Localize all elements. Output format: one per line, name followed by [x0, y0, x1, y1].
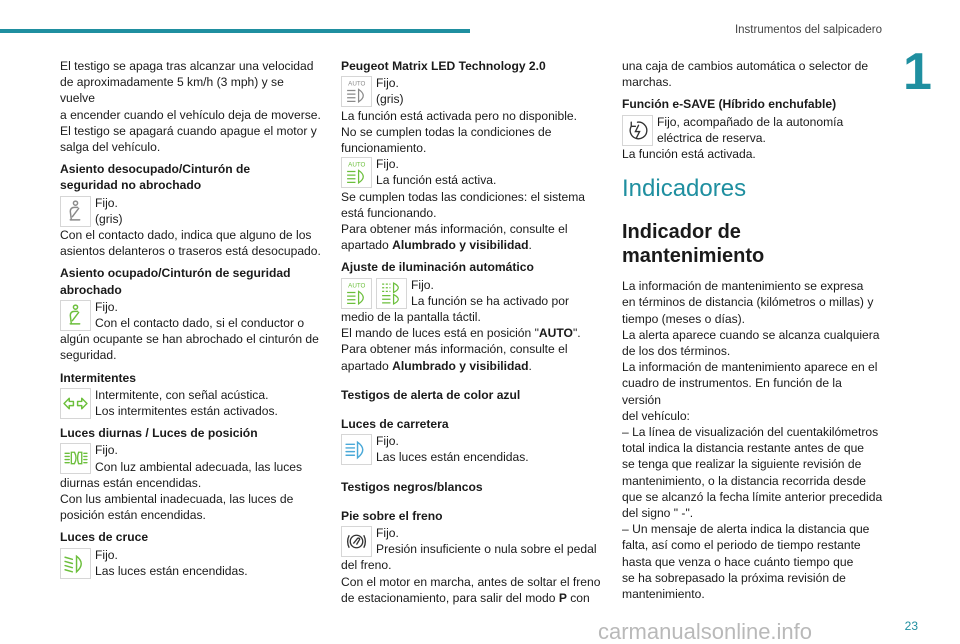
entry-line: Las luces están encendidas. [376, 450, 529, 465]
entry-line: Con el contacto dado, si el conductor o [95, 316, 305, 331]
heading-esave: Función e-SAVE (Híbrido enchufable) [622, 97, 837, 112]
entry-dipped [60, 547, 322, 579]
entry-line: Presión insuficiente o nula sobre el pedal [376, 542, 597, 557]
entry-line [341, 237, 603, 253]
auto-high-beam-grey-icon [341, 76, 372, 107]
cross-reference: Alumbrado y visibilidad [392, 238, 529, 253]
heading-indicators: Intermitentes [60, 370, 136, 385]
intro-line: de aproximadamente 5 km/h (3 mph) y se vuelve [60, 75, 284, 106]
main-beam-blue-icon [341, 434, 372, 465]
column-1 [60, 58, 322, 579]
entry-indicators [60, 387, 322, 419]
body-line: – Un mensaje de alerta indica la distancia que [622, 522, 870, 537]
text-run: con [566, 590, 590, 605]
entry-line: Con luz ambiental adecuada, las luces [95, 459, 303, 474]
entry-seat-empty [60, 195, 322, 227]
auto-lights-icon [341, 278, 372, 309]
entry-matrix-green [341, 156, 603, 188]
entry-line: Para obtener más información, consulte el [341, 342, 568, 357]
entry-line: Con el contacto dado, indica que alguno de los [60, 228, 312, 243]
column-2 [341, 58, 603, 606]
text-run: apartado [341, 238, 393, 253]
entry-line [341, 590, 603, 606]
entry-line: Fijo. [95, 195, 118, 210]
body-line: La información de mantenimiento aparece en el [622, 360, 878, 375]
intro-line: El testigo se apaga tras alcanzar una velocidad [60, 59, 314, 73]
entry-line: marchas. [622, 75, 672, 90]
body-line: cuadro de instrumentos. En función de la versión [622, 376, 842, 407]
entry-line: asientos delanteros o traseros está desocupado. [60, 244, 321, 259]
heading-brake: Pie sobre el freno [341, 508, 443, 523]
display-heading: Indicadores [622, 175, 747, 203]
heading-seat-occupied [60, 265, 322, 297]
body-line: falta, así como el periodo de tiempo restante [622, 538, 861, 553]
heading-auto-lights: Ajuste de iluminación automático [341, 260, 534, 275]
text-run: apartado [341, 358, 393, 373]
text-run: ". [572, 326, 581, 341]
heading-line: Asiento desocupado/Cinturón de [60, 162, 251, 177]
entry-line: algún ocupante se han abrochado el cinturón de [60, 332, 319, 347]
heading-black-warnings: Testigos negros/blancos [341, 479, 483, 494]
heading-line: seguridad no abrochado [60, 178, 202, 193]
intro-line: El testigo se apagará cuando apague el motor y [60, 123, 317, 138]
entry-auto-lights [341, 277, 603, 309]
entry-line: Fijo. [376, 76, 399, 91]
entry-line: Fijo. [95, 547, 118, 562]
heading-main-beam: Luces de carretera [341, 417, 449, 432]
entry-line: Se cumplen todas las condiciones: el sistema [341, 189, 586, 204]
chapter-number: 1 [903, 43, 932, 101]
text-run: . [528, 238, 532, 253]
dipped-beam-icon [60, 548, 91, 579]
watermark: carmanualsonline.info [598, 618, 813, 644]
entry-seat-occupied [60, 299, 322, 331]
heading-dipped: Luces de cruce [60, 530, 149, 545]
heading-matrix: Peugeot Matrix LED Technology 2.0 [341, 59, 546, 73]
entry-line: La función está activada pero no disponible. [341, 108, 577, 123]
entry-line: La función está activada. [622, 147, 756, 162]
entry-line: eléctrica de reserva. [657, 130, 766, 145]
entry-line: Las luces están encendidas. [95, 563, 248, 578]
body-line: de los dos términos. [622, 344, 731, 359]
entry-line: funcionamiento. [341, 141, 427, 156]
body-line: – La línea de visualización del cuentakilómetros [622, 425, 879, 440]
entry-line: La función está activa. [376, 173, 497, 188]
heading-line: Asiento ocupado/Cinturón de seguridad [60, 266, 291, 281]
auto-label: AUTO [538, 326, 573, 341]
entry-main-beam [341, 433, 603, 465]
entry-line: Fijo. [95, 299, 118, 314]
entry-line: está funcionando. [341, 205, 437, 220]
heading-day-lights: Luces diurnas / Luces de posición [60, 426, 258, 441]
foot-on-brake-icon [341, 526, 372, 557]
entry-line: Intermitente, con señal acústica. [95, 387, 269, 402]
entry-line: Fijo. [95, 443, 118, 458]
body-line: que se alcanzó la fecha límite anterior precedida [622, 489, 883, 504]
seat-belt-grey-icon [60, 196, 91, 227]
entry-line: Para obtener más información, consulte el [341, 222, 568, 237]
svg-text:AUTO: AUTO [348, 281, 366, 289]
section-heading: Indicador de mantenimiento [622, 221, 765, 268]
turn-signal-arrows-icon [60, 388, 91, 419]
running-head: Instrumentos del salpicadero [734, 24, 882, 36]
column-3 [622, 58, 884, 602]
body-line: La alerta aparece cuando se alcanza cualquiera [622, 327, 880, 342]
entry-line: Los intermitentes están activados. [95, 404, 278, 419]
entry-line: Fijo. [411, 277, 434, 292]
entry-line: (gris) [95, 211, 123, 226]
heading-blue-warnings: Testigos de alerta de color azul [341, 387, 521, 402]
entry-line: una caja de cambios automática o selector de [622, 59, 869, 73]
entry-line: Con el motor en marcha, antes de soltar el freno [341, 574, 601, 589]
body-line: en términos de distancia (kilómetros o millas) y [622, 295, 874, 310]
body-line: total indica la distancia restante antes de que [622, 441, 865, 456]
body-line: se ha sobrepasado la próxima revisión de [622, 570, 846, 585]
auto-lights-dashed-icon [376, 278, 407, 309]
entry-line: No se cumplen todas la condiciones de [341, 124, 552, 139]
page-number: 23 [904, 618, 918, 633]
entry-line: (gris) [376, 92, 404, 107]
entry-matrix-grey [341, 75, 603, 107]
heading-line: abrochado [60, 282, 122, 297]
body-line: La información de mantenimiento se expresa [622, 279, 864, 294]
intro-line: salga del vehículo. [60, 140, 161, 155]
entry-line: Fijo, acompañado de la autonomía [657, 114, 844, 129]
body-line: del vehículo: [622, 408, 690, 423]
entry-line: Fijo. [376, 526, 399, 541]
entry-line: diurnas están encendidas. [60, 475, 202, 490]
entry-line: posición están encendidas. [60, 508, 206, 523]
entry-line: medio de la pantalla táctil. [341, 310, 481, 325]
svg-text:AUTO: AUTO [348, 161, 366, 169]
body-line: mantenimiento, o la distancia recorrida desde [622, 473, 867, 488]
intro-line: a encender cuando el vehículo deja de moverse. [60, 107, 321, 122]
entry-line: Con lus ambiental inadecuada, las luces de [60, 492, 294, 507]
entry-esave [622, 114, 884, 146]
auto-high-beam-green-icon [341, 157, 372, 188]
body-line: se tenga que realizar la siguiente revisión de [622, 457, 862, 472]
body-line: del signo " -". [622, 506, 694, 521]
text-run: . [528, 358, 532, 373]
entry-day-lights [60, 442, 322, 474]
body-line: hasta que venza o hace cuánto tiempo que [622, 554, 854, 569]
header-accent-bar [0, 29, 470, 33]
entry-line [341, 325, 603, 341]
text-run: de estacionamiento, para salir del modo [341, 590, 559, 605]
e-save-icon [622, 115, 653, 146]
body-line: mantenimiento. [622, 587, 705, 602]
entry-line: La función se ha activado por [411, 293, 569, 308]
entry-line: seguridad. [60, 348, 117, 363]
entry-brake [341, 525, 603, 557]
entry-line [341, 358, 603, 374]
entry-line: del freno. [341, 558, 392, 573]
heading-seat-empty [60, 161, 322, 193]
body-line: tiempo (meses o días). [622, 311, 745, 326]
text-run: El mando de luces está en posición " [341, 326, 539, 341]
seat-belt-green-icon [60, 300, 91, 331]
daytime-position-lights-icon [60, 443, 91, 474]
cross-reference: Alumbrado y visibilidad [392, 358, 529, 373]
gear-p-label: P [558, 590, 567, 605]
entry-line: Fijo. [376, 434, 399, 449]
svg-text:AUTO: AUTO [348, 80, 366, 88]
entry-line: Fijo. [376, 157, 399, 172]
